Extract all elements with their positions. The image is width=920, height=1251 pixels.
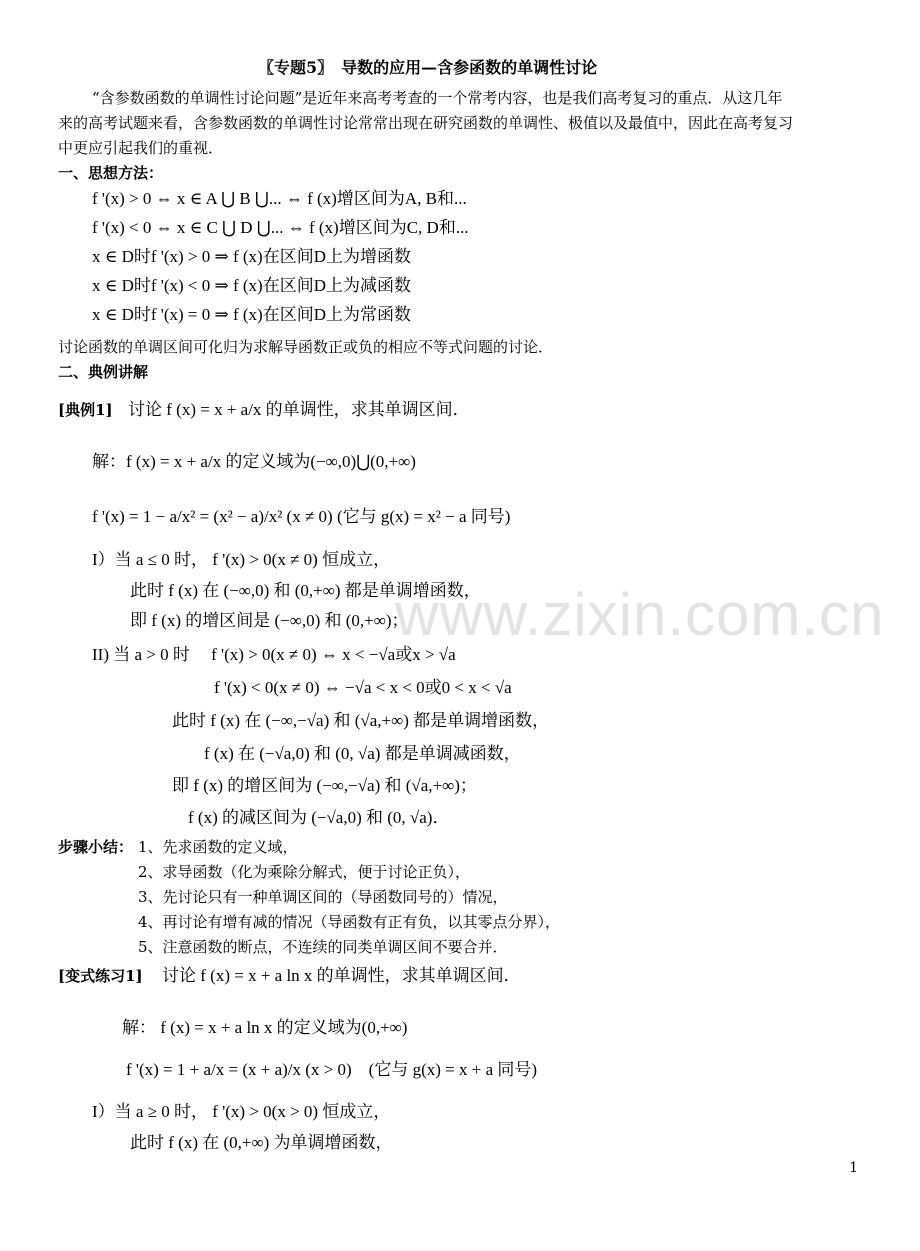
example1-line-4: 此时 f (x) 在 (−∞,0) 和 (0,+∞) 都是单调增函数，: [130, 581, 481, 600]
watermark: www.zixin.com.cn: [395, 581, 885, 648]
step-item-3: 3、先讨论只有一种单调区间的（导函数同号的）情况，: [138, 888, 508, 906]
method-formula-3: x ∈ D时f '(x) > 0 ⇒ f (x)在区间D上为增函数: [92, 247, 411, 266]
example1-line-6: II) 当 a > 0 时 f '(x) > 0(x ≠ 0) ⇔ x < −√a或x > √a: [92, 645, 456, 664]
example1-line-7: f '(x) < 0(x ≠ 0) ⇔ −√a < x < 0或0 < x < √a: [214, 678, 512, 697]
example1-line-5: 即 f (x) 的增区间是 (−∞,0) 和 (0,+∞)；: [130, 611, 409, 630]
steps-label: 步骤小结：: [58, 838, 134, 856]
step-item-4: 4、再讨论有增有减的情况（导函数有正有负，以其零点分界），: [138, 913, 561, 931]
example1-line-9: f (x) 在 (−√a,0) 和 (0, √a) 都是单调减函数，: [204, 744, 521, 763]
page-number: 1: [849, 1160, 858, 1176]
method-formula-2: f '(x) < 0 ⇔ x ∈ C ⋃ D ⋃... ⇔ f (x)增区间为C, D和...: [92, 218, 469, 237]
example1-line-10: 即 f (x) 的增区间为 (−∞,−√a) 和 (√a,+∞)；: [172, 776, 477, 795]
step-item-2: 2、求导函数（化为乘除分解式，便于讨论正负），: [138, 863, 471, 881]
method-summary: 讨论函数的单调区间可化归为求解导函数正或负的相应不等式问题的讨论．: [58, 338, 554, 356]
exercise1-label: [变式练习1]: [58, 967, 143, 985]
section1-heading: 一、思想方法：: [58, 164, 164, 182]
intro-line-3: 中更应引起我们的重视．: [58, 139, 224, 157]
step-item-5: 5、注意函数的断点，不连续的同类单调区间不要合并．: [138, 938, 508, 956]
example1-line-1: 解：f (x) = x + a/x 的定义域为(−∞,0)⋃(0,+∞): [92, 452, 416, 471]
example1-problem: 讨论 f (x) = x + a/x 的单调性，求其单调区间．: [128, 400, 470, 419]
method-formula-1: f '(x) > 0 ⇔ x ∈ A ⋃ B ⋃... ⇔ f (x)增区间为A, B和...: [92, 189, 467, 208]
example1-line-3: I）当 a ≤ 0 时， f '(x) > 0(x ≠ 0) 恒成立，: [92, 550, 391, 569]
example1-label: [典例1]: [58, 401, 113, 419]
section2-heading: 二、典例讲解: [58, 363, 149, 381]
method-formula-5: x ∈ D时f '(x) = 0 ⇒ f (x)在区间D上为常函数: [92, 305, 411, 324]
intro-line-2: 来的高考试题来看，含参数函数的单调性讨论常常出现在研究函数的单调性、极值以及最值中，因此在高考复习: [58, 114, 794, 132]
exercise1-problem: 讨论 f (x) = x + a ln x 的单调性，求其单调区间．: [162, 966, 521, 985]
intro-line-1: “含参数函数的单调性讨论问题”是近年来高考考查的一个常考内容，也是我们高考复习的重点．从这几年: [92, 89, 783, 107]
page-title: 〖专题5〗 导数的应用—含参函数的单调性讨论: [258, 58, 598, 77]
example1-line-2: f '(x) = 1 − a/x² = (x² − a)/x² (x ≠ 0) (它与 g(x) = x² − a 同号): [92, 507, 511, 526]
example1-line-8: 此时 f (x) 在 (−∞,−√a) 和 (√a,+∞) 都是单调增函数，: [172, 711, 550, 730]
method-formula-4: x ∈ D时f '(x) < 0 ⇒ f (x)在区间D上为减函数: [92, 276, 411, 295]
exercise1-line-3: I）当 a ≥ 0 时， f '(x) > 0(x > 0) 恒成立，: [92, 1102, 391, 1121]
exercise1-line-4: 此时 f (x) 在 (0,+∞) 为单调增函数，: [130, 1133, 393, 1152]
exercise1-line-2: f '(x) = 1 + a/x = (x + a)/x (x > 0) (它与 g(x) = x + a 同号): [126, 1060, 538, 1079]
exercise1-line-1: 解： f (x) = x + a ln x 的定义域为(0,+∞): [122, 1018, 408, 1037]
example1-line-11: f (x) 的减区间为 (−√a,0) 和 (0, √a)．: [188, 808, 450, 827]
step-item-1: 1、先求函数的定义域，: [138, 838, 298, 856]
